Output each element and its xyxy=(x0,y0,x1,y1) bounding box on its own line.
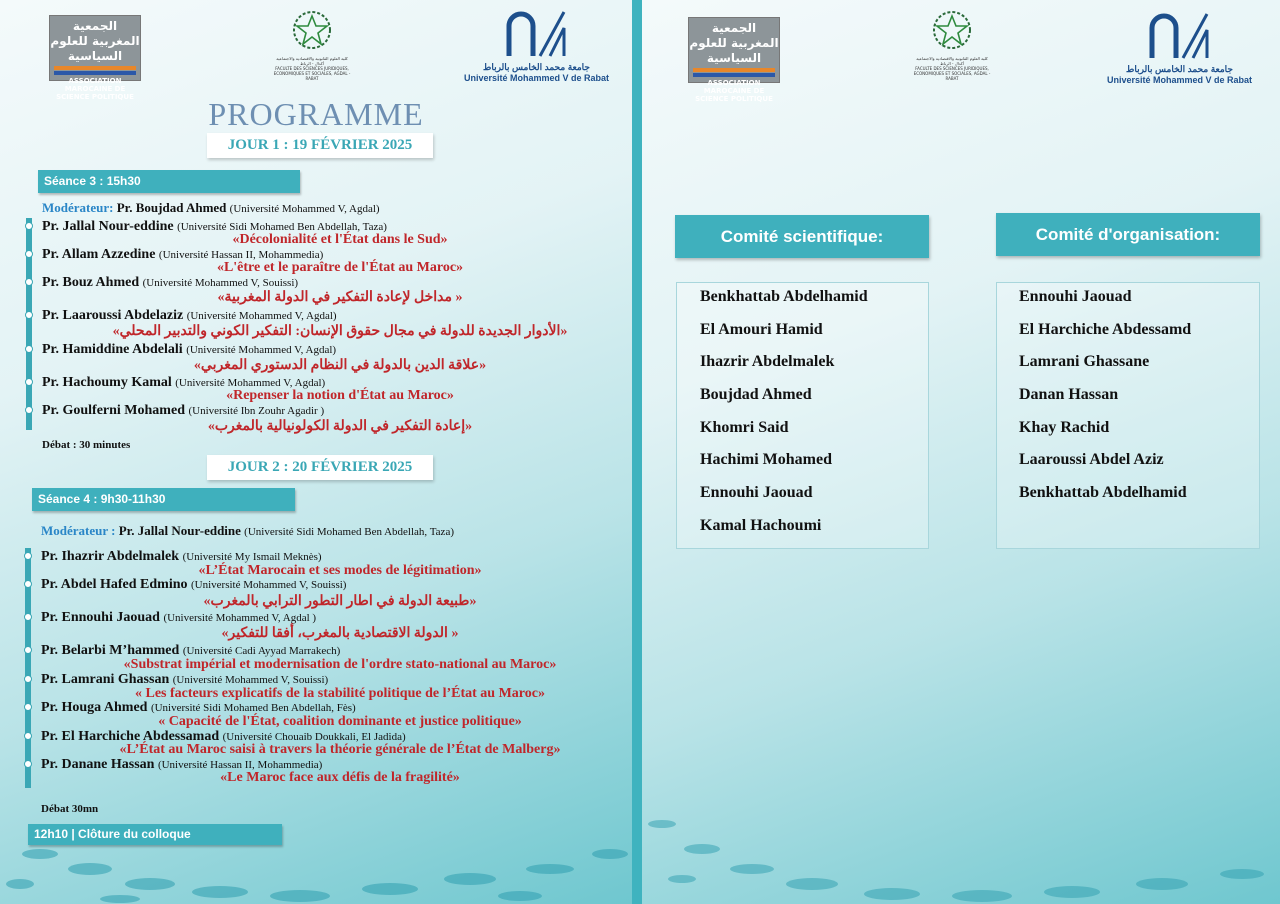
speaker-affiliation: (Université Sidi Mohamed Ben Abdellah, Taza) xyxy=(177,221,387,233)
speaker-name: Pr. Abdel Hafed Edmino xyxy=(41,577,188,592)
speaker-affiliation: (Université Mohammed V, Souissi) xyxy=(191,579,347,591)
committee-member: Ennouhi Jaouad xyxy=(1019,288,1132,305)
day1-label: JOUR 1 : 19 FÉVRIER 2025 xyxy=(207,133,433,158)
speaker-affiliation: (Université Mohammed V, Agdal) xyxy=(186,310,337,322)
timeline-dot xyxy=(24,760,32,768)
timeline-dot xyxy=(25,345,33,353)
speaker-affiliation: (Université Chouaib Doukkali, El Jadida) xyxy=(222,731,406,743)
star-emblem-icon xyxy=(272,8,352,52)
university-logo: جامعة محمد الخامس بالرباط Université Mohammed V de Rabat xyxy=(464,8,609,83)
committee-member: Ennouhi Jaouad xyxy=(700,484,813,501)
committee-member: Khay Rachid xyxy=(1019,419,1110,436)
timeline-dot xyxy=(24,732,32,740)
speaker-name: Pr. Ennouhi Jaouad xyxy=(41,610,160,625)
timeline-dot xyxy=(24,552,32,560)
talk-title: «علاقة الدين بالدولة في النظام الدستوري المغربي» xyxy=(193,358,487,373)
closing-bar: 12h10 | Clôture du colloque xyxy=(28,824,282,845)
talk-title: «طبيعة الدولة في اطار التطور الترابي بالمغرب» xyxy=(203,594,477,609)
page-divider xyxy=(632,0,642,904)
timeline-dot xyxy=(25,311,33,319)
speaker-name: Pr. Goulferni Mohamed xyxy=(42,403,185,418)
speaker-name: Pr. Danane Hassan xyxy=(41,757,155,772)
committee-member: Laaroussi Abdel Aziz xyxy=(1019,451,1164,468)
committee-member: Boujdad Ahmed xyxy=(700,386,812,403)
scientific-committee-header: Comité scientifique: xyxy=(675,215,929,258)
speaker-line xyxy=(42,308,337,324)
speaker-line xyxy=(41,610,316,626)
speaker-affiliation: (Université Mohammed V, Agdal) xyxy=(175,377,326,389)
page-title: PROGRAMME xyxy=(208,96,424,132)
timeline-dot xyxy=(25,378,33,386)
speaker-affiliation: (Université Mohammed V, Souissi) xyxy=(172,674,329,686)
day1-moderator: Modérateur: Pr. Boujdad Ahmed (Université Mohammed V, Agdal) xyxy=(42,200,380,215)
committee-member: Kamal Hachoumi xyxy=(700,517,822,534)
talk-title: «L’État au Maroc saisi à travers la théorie générale de l’État de Malberg» xyxy=(119,742,561,757)
timeline-dot xyxy=(24,646,32,654)
speaker-name: Pr. Allam Azzedine xyxy=(42,247,156,262)
speaker-line xyxy=(42,403,324,419)
day2-moderator: Modérateur : Pr. Jallal Nour-eddine (Université Sidi Mohamed Ben Abdellah, Taza) xyxy=(41,523,454,538)
committee-member: Benkhattab Abdelhamid xyxy=(1019,484,1187,501)
speaker-name: Pr. Hamiddine Abdelali xyxy=(42,342,183,357)
speaker-name: Pr. Lamrani Ghassan xyxy=(41,672,170,687)
university-arch-icon xyxy=(1107,10,1252,60)
speaker-affiliation: (Université Hassan II, Mohammedia) xyxy=(157,759,323,771)
programme-page xyxy=(0,0,632,904)
committee-member: Benkhattab Abdelhamid xyxy=(700,288,868,305)
talk-title: «Décolonialité et l'État dans le Sud» xyxy=(232,232,448,247)
talk-title: «Substrat impérial et modernisation de l'ordre stato-national au Maroc» xyxy=(123,657,557,672)
speaker-affiliation: (Université My Ismail Meknès) xyxy=(182,551,322,563)
session3-bar: Séance 3 : 15h30 xyxy=(38,170,300,193)
day2-debate: Débat 30mn xyxy=(41,803,99,815)
organisation-committee-header: Comité d'organisation: xyxy=(996,213,1260,256)
timeline-dot xyxy=(24,580,32,588)
speaker-name: Pr. Belarbi M’hammed xyxy=(41,643,180,658)
speaker-name: Pr. Jallal Nour-eddine xyxy=(42,219,174,234)
wave-decoration xyxy=(642,784,1280,904)
speaker-name: Pr. Hachoumy Kamal xyxy=(42,375,172,390)
day2-label: JOUR 2 : 20 FÉVRIER 2025 xyxy=(207,455,433,480)
timeline-dot xyxy=(25,278,33,286)
timeline-dot xyxy=(25,250,33,258)
speaker-affiliation: (Université Ibn Zouhr Agadir ) xyxy=(188,405,325,417)
timeline-dot xyxy=(25,222,33,230)
talk-title: «إعادة التفكير في الدولة الكولونيالية بالمغرب» xyxy=(207,419,473,434)
speaker-affiliation: (Université Mohammed V, Agdal ) xyxy=(163,612,317,624)
speaker-name: Pr. Ihazrir Abdelmalek xyxy=(41,549,180,564)
talk-title: «الأدوار الجديدة للدولة في مجال حقوق الإنسان: التفكير الكوني والتدبير المحلي» xyxy=(112,324,568,339)
talk-title: «Le Maroc face aux défis de la fragilité» xyxy=(220,770,460,785)
timeline-dot xyxy=(25,406,33,414)
speaker-affiliation: (Université Mohammed V, Souissi) xyxy=(142,277,299,289)
committee-member: Hachimi Mohamed xyxy=(700,451,832,468)
talk-title: « Capacité de l'État, coalition dominante et justice politique» xyxy=(158,714,522,729)
speaker-name: Pr. Houga Ahmed xyxy=(41,700,148,715)
talk-title: « Les facteurs explicatifs de la stabilité politique de l’État au Maroc» xyxy=(135,686,545,701)
committee-member: El Harchiche Abdessamd xyxy=(1019,321,1192,338)
amsp-logo: الجمعية المغربية للعلوم السياسية ASSOCIATION MAROCAINE DE SCIENCE POLITIQUE xyxy=(688,17,780,83)
session4-bar: Séance 4 : 9h30-11h30 xyxy=(32,488,295,511)
amsp-logo: الجمعية المغربية للعلوم السياسية ASSOCIATION MAROCAINE DE SCIENCE POLITIQUE xyxy=(49,15,141,81)
speaker-name: Pr. Laaroussi Abdelaziz xyxy=(42,308,184,323)
talk-title: «الدولة الاقتصادية بالمغرب، أفقا للتفكير » xyxy=(221,626,459,641)
timeline-dot xyxy=(24,703,32,711)
faculty-logo: كلية العلوم القانونية والاقتصادية والاجتماعية أكدال - الرباط FACULTE DES SCIENCES JURIDIQUES, ECONOMIQUES ET SOCIALES, AGDAL - RABAT xyxy=(272,8,352,81)
speaker-affiliation: (Université Cadi Ayyad Marrakech) xyxy=(182,645,341,657)
speaker-name: Pr. El Harchiche Abdessamad xyxy=(41,729,220,744)
speaker-affiliation: (Université Mohammed V, Agdal) xyxy=(186,344,337,356)
committee-member: Danan Hassan xyxy=(1019,386,1119,403)
committee-member: Lamrani Ghassane xyxy=(1019,353,1150,370)
speaker-name: Pr. Bouz Ahmed xyxy=(42,275,140,290)
speaker-line xyxy=(41,577,346,593)
committee-member: Khomri Said xyxy=(700,419,789,436)
talk-title: «Repenser la notion d'État au Maroc» xyxy=(226,388,454,403)
talk-title: «L’État Marocain et ses modes de légitimation» xyxy=(198,563,482,578)
speaker-line xyxy=(42,342,336,358)
committees-page xyxy=(642,0,1280,904)
faculty-logo: كلية العلوم القانونية والاقتصادية والاجتماعية أكدال - الرباط FACULTE DES SCIENCES JURIDIQUES, ECONOMIQUES ET SOCIALES, AGDAL - RABAT xyxy=(912,8,992,81)
university-logo: جامعة محمد الخامس بالرباط Université Mohammed V de Rabat xyxy=(1107,10,1252,85)
day1-debate: Débat : 30 minutes xyxy=(42,439,131,451)
star-emblem-icon xyxy=(912,8,992,52)
timeline-dot xyxy=(24,675,32,683)
university-arch-icon xyxy=(464,8,609,58)
speaker-affiliation: (Université Hassan II, Mohammedia) xyxy=(158,249,324,261)
talk-title: «مداخل لإعادة التفكير في الدولة المغربية » xyxy=(217,290,463,305)
speaker-affiliation: (Université Sidi Mohamed Ben Abdellah, Fès) xyxy=(150,702,356,714)
timeline-dot xyxy=(24,613,32,621)
committee-member: Ihazrir Abdelmalek xyxy=(700,353,835,370)
talk-title: «L'être et le paraître de l'État au Maroc» xyxy=(216,260,464,275)
committee-member: El Amouri Hamid xyxy=(700,321,823,338)
